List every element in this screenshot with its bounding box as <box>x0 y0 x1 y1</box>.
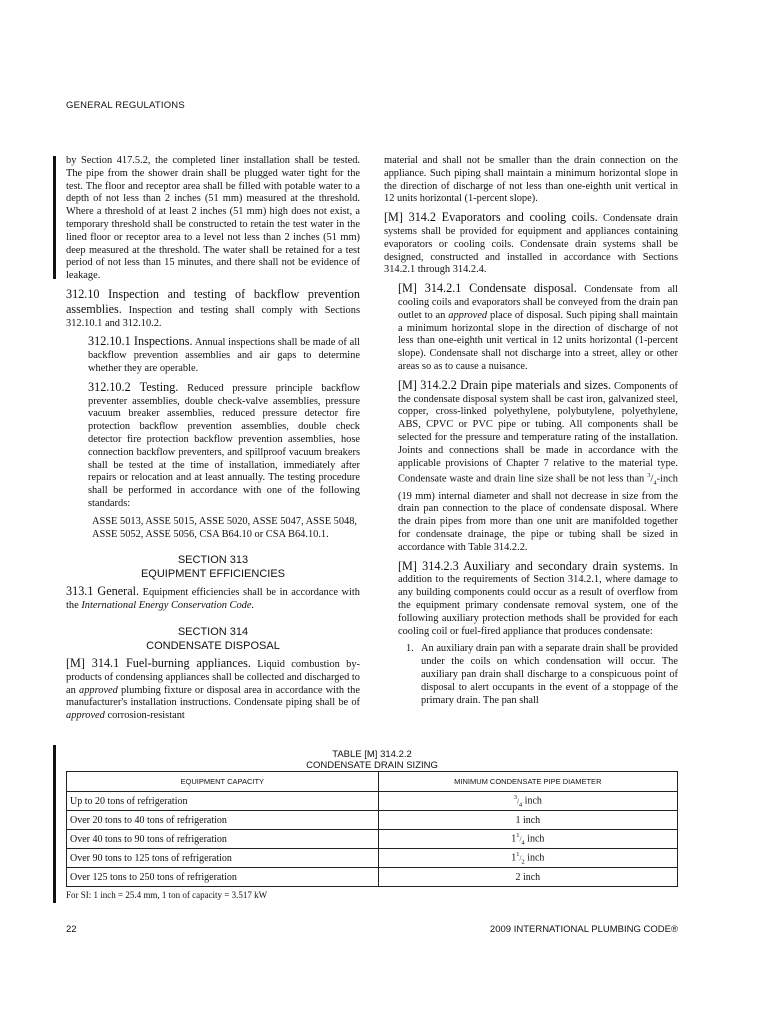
running-head: GENERAL REGULATIONS <box>66 100 185 111</box>
section-312-10-1: 312.10.1 Inspections. Annual inspections shall be made of all backflow prevention assemblies and air gaps to determine whether they are operable. <box>88 334 360 374</box>
paragraph-liner-test: by Section 417.5.2, the completed liner installation shall be tested. The pipe from the shower drain shall be plugged water tight for the test. The floor and receptor area shall be filled with potable water to a depth of not less than 2 inches (51 mm) measured at the threshold. Where a threshold of at least 2 inches (51 mm) high does not exist, a temporary threshold shall be constructed to retain the test water in the lined floor or receptor area to a level not less than 2 inches (51 mm) deep measured at the threshold. The water shall be retained for a test period of not less than 15 minutes, and there shall not be evidence of leakage. <box>66 155 360 282</box>
condensate-drain-sizing-table <box>66 771 678 887</box>
heading-312-10: 312.10 Inspection and testing of backflow prevention assemblies. <box>66 286 360 316</box>
page-number: 22 <box>66 924 77 935</box>
paragraph-continued: material and shall not be smaller than the drain connection on the appliance. Such piping shall maintain a minimum horizontal slope in the direction of discharge of not less than one-eighth unit vertical in 12 units horizontal (1-percent slope). <box>384 155 678 205</box>
section-312-10: 312.10 Inspection and testing of backflow prevention assemblies. Inspection and testing shall comply with Sections 312.10.1 and 312.10.2. <box>66 286 360 329</box>
si-note: For SI: 1 inch = 25.4 mm, 1 ton of capacity = 3.517 kW <box>66 890 268 900</box>
section-314-title: SECTION 314 CONDENSATE DISPOSAL <box>146 625 280 652</box>
table-row <box>67 792 678 811</box>
cell-diameter: 1 inch <box>378 811 677 830</box>
section-314-2: [M] 314.2 Evaporators and cooling coils. Condensate drain systems shall be provided for equipment and appliances containing evaporators or cooling coils. Condensate drain systems shall be designed, constructed and installed in accordance with Sections 314.2.1 through 314.2.4. <box>384 210 678 276</box>
right-column <box>384 155 678 707</box>
section-314-1: [M] 314.1 Fuel-burning appliances. Liquid combustion by-products of condensing appliances shall be collected and discharged to an approved plumbing fixture or disposal area in accordance with the manufacturer's installation instructions. Condensate piping shall be of approved corrosion-resistant <box>66 655 360 722</box>
table-row <box>67 849 678 868</box>
heading-312-10-1: 312.10.1 Inspections. <box>88 334 193 349</box>
table-header-row <box>67 772 678 792</box>
section-312-10-2: 312.10.2 Testing. Reduced pressure principle backflow preventer assemblies, double check-valve assemblies, pressure vacuum breaker assemblies, reduced pressure detector fire protection backflow prevention assemblies, double check detector fire protection backflow prevention assemblies, hose connection backflow preventers, and spillproof vacuum breakers shall be tested at the time of installation, immediately after repairs or relocation and at least annually. The testing procedure shall be performed in accordance with one of the following standards: <box>88 379 361 509</box>
table-row <box>67 830 678 849</box>
section-314-2-2: [M] 314.2.2 Drain pipe materials and sizes. Components of the condensate disposal system shall be cast iron, galvanized steel, copper, cross-linked polyethylene, polybutylene, polyethylene, ABS, CPVC or PVC pipe or tubing. All components shall be selected for the pressure and temperature rating of the installation. Joints and connections shall be made in accordance with the applicable provisions of Chapter 7 relative to the material type. Condensate waste and drain line size shall be not less than $^3/_4$-inch (19 mm) internal diameter and shall not decrease in size from the drain pan connection to the place of condensate disposal. Where the drain pipes from more than one unit are manifolded together for condensate drainage, the pipe or tubing shall be sized in accordance with Table 314.2.2. <box>398 377 678 553</box>
column-header-diameter: MINIMUM CONDENSATE PIPE DIAMETER <box>378 772 677 792</box>
cell-capacity: Over 20 tons to 40 tons of refrigeration <box>67 811 379 830</box>
left-column <box>66 155 360 723</box>
cell-capacity: Over 40 tons to 90 tons of refrigeration <box>67 830 379 849</box>
cell-diameter: $1^1/_2$ inch <box>378 849 677 868</box>
section-313-title: SECTION 313 EQUIPMENT EFFICIENCIES <box>140 554 286 581</box>
cell-diameter: $1^1/_4$ inch <box>378 830 677 849</box>
cell-capacity: Over 125 tons to 250 tons of refrigeration <box>67 868 379 887</box>
cell-capacity: Over 90 tons to 125 tons of refrigeration <box>67 849 379 868</box>
section-314-2-1: [M] 314.2.1 Condensate disposal. Condensate from all cooling coils and evaporators shall be conveyed from the drain pan outlet to an approved place of disposal. Such piping shall maintain a minimum horizontal slope in the direction of discharge of not less than one-eighth unit vertical in 12 units horizontal (1-percent slope). Condensate shall not discharge into a street, alley or other areas so as to cause a nuisance. <box>398 281 678 372</box>
section-314-2-3: [M] 314.2.3 Auxiliary and secondary drain systems. In addition to the requirements of Section 314.2.1, where damage to any building components could occur as a result of overflow from the equipment primary condensate removal system, one of the following auxiliary protection methods shall be provided for each cooling coil or fuel-fired appliance that produces condensate: <box>398 558 678 637</box>
column-header-capacity: EQUIPMENT CAPACITY <box>67 772 379 792</box>
change-bar <box>53 745 56 903</box>
cell-capacity: Up to 20 tons of refrigeration <box>67 792 379 811</box>
table-row <box>67 868 678 887</box>
change-bar <box>53 156 56 279</box>
footer-book-title: 2009 INTERNATIONAL PLUMBING CODE® <box>489 924 678 935</box>
section-313-1: 313.1 General. Equipment efficiencies shall be in accordance with the International Energy Conservation Code. <box>66 584 360 612</box>
heading-312-10-2: 312.10.2 Testing. <box>88 379 179 394</box>
cell-diameter: 2 inch <box>378 868 677 887</box>
table-row <box>67 811 678 830</box>
table-caption: TABLE [M] 314.2.2 CONDENSATE DRAIN SIZING <box>306 749 438 771</box>
cell-diameter: $^3/_4$ inch <box>378 792 677 811</box>
standards-list: ASSE 5013, ASSE 5015, ASSE 5020, ASSE 5047, ASSE 5048, ASSE 5052, ASSE 5056, CSA B64.10 or CSA B64.10.1. <box>92 515 358 540</box>
list-item: 1. An auxiliary drain pan with a separate drain shall be provided under the coils on which condensation will occur. The auxiliary pan drain shall discharge to a conspicuous point of disposal to alert occupants in the event of a stoppage of the primary drain. The pan shall <box>406 643 678 706</box>
